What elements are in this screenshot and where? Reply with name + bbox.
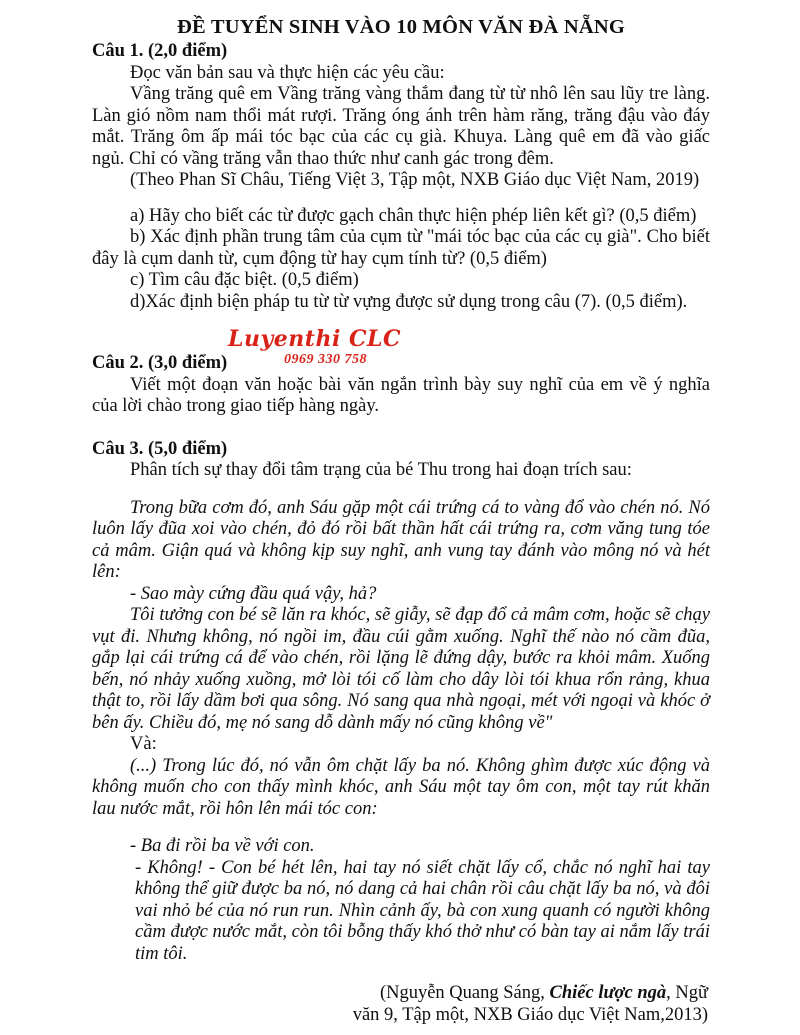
excerpt-citation (92, 983, 710, 1026)
citation-suffix: , Ngữ (666, 983, 708, 1003)
question1-item-d: d)Xác định biện pháp tu từ từ vựng được sử dụng trong câu (7). (0,5 điểm). (130, 291, 688, 312)
document-title: ĐỀ TUYỂN SINH VÀO 10 MÔN VĂN ĐÀ NẴNG (177, 16, 625, 38)
question1-item-a: a) Hãy cho biết các từ được gạch chân thực hiện phép liên kết gì? (0,5 điểm) (130, 205, 697, 226)
excerpt-connector: Và: (130, 734, 157, 754)
spacer (92, 313, 710, 353)
spacer (92, 192, 710, 206)
watermark-phone-number: 0969 330 758 (284, 352, 367, 367)
question1-passage: Vầng trăng quê em Vầng trăng vàng thắm đang từ từ nhô lên sau lũy tre làng. Làn gió nồm nam thổi mát rượi. Trăng óng ánh trên hàm răng, trăng đậu vào đáy mắt. Trăng ôm ấp mái tóc bạc của các cụ già. Khuya. Làng quê em đã vào giấc ngủ. Chỉ có vầng trăng vẫn thao thức như canh gác trong đêm. (92, 84, 710, 169)
question1-heading: Câu 1. (2,0 điểm) (92, 41, 228, 61)
citation-line-2: văn 9, Tập một, NXB Giáo dục Việt Nam,2013) (352, 1004, 708, 1025)
question1-source: (Theo Phan Sĩ Châu, Tiếng Việt 3, Tập một, NXB Giáo dục Việt Nam, 2019) (130, 170, 700, 190)
excerpt1-paragraph-1: Trong bữa cơm đó, anh Sáu gặp một cái trứng cá to vàng đổ vào chén nó. Nó luôn lấy đũa xoi vào chén, đỏ đó rồi bất thần hất cái trứng ra, cơm văng tung tóe cả mâm. Giận quá và không kịp suy nghĩ, anh vung tay đánh vào mông nó và hét lên: (92, 497, 710, 582)
citation-line-1 (92, 983, 708, 1005)
spacer (92, 418, 710, 439)
question1-item-b: b) Xác định phần trung tâm của cụm từ "mái tóc bạc của các cụ già". Cho biết đây là cụm danh từ, cụm động từ hay cụm tính từ? (0,5 điểm) (92, 227, 710, 269)
question3-intro: Phân tích sự thay đổi tâm trạng của bé Thu trong hai đoạn trích sau: (130, 460, 632, 480)
question3-heading: Câu 3. (5,0 điểm) (92, 438, 228, 459)
excerpt2-dialogue-1: - Ba đi rồi ba về với con. (130, 836, 315, 856)
excerpt1-paragraph-3: Tôi tưởng con bé sẽ lăn ra khóc, sẽ giẫy, sẽ đạp đổ cả mâm cơm, hoặc sẽ chạy vụt đi. Nhưng không, nó ngồi im, đầu cúi gằm xuống. Nghĩ thế nào nó cầm đũa, gắp lại cái trứng cá để vào chén, rồi lặng lẽ đứng dậy, bước ra khỏi mâm. Xuống bến, nó nhảy xuống xuồng, mở lòi tói cố làm cho dây lòi tói khua rổn rảng, khua thật to, rồi lấy dầm bơi qua sông. Nó sang qua nhà ngoại, mét với ngoại và khóc ở bên ấy. Chiều đó, mẹ nó sang dỗ dành mấy nó cũng không về" (92, 605, 710, 733)
excerpt1-dialogue: - Sao mày cứng đầu quá vậy, hả? (130, 583, 377, 604)
question1-intro: Đọc văn bản sau và thực hiện các yêu cầu: (130, 62, 445, 83)
watermark-brand-text: Luyenthi CLC (228, 326, 401, 352)
question2-heading: Câu 2. (3,0 điểm) (92, 353, 228, 373)
spacer (92, 820, 710, 836)
question1-item-c: c) Tìm câu đặc biệt. (0,5 điểm) (130, 270, 359, 290)
spacer (92, 965, 710, 983)
excerpt2-paragraph: (...) Trong lúc đó, nó vẫn ôm chặt lấy ba nó. Không ghìm được xúc động và không muốn cho con thấy mình khóc, anh Sáu một tay ôm con, một tay rút khăn lau nước mắt, rồi hôn lên mái tóc con: (92, 755, 710, 819)
question2-body: Viết một đoạn văn hoặc bài văn ngắn trình bày suy nghĩ của em về ý nghĩa của lời chào trong giao tiếp hàng ngày. (92, 374, 710, 416)
excerpt2-dialogue-2: - Không! - Con bé hét lên, hai tay nó siết chặt lấy cổ, chắc nó nghĩ hai tay không thể giữ được ba nó, nó dang cả hai chân rồi câu chặt lấy ba nó, và đôi vai nhỏ bé của nó run run. Nhìn cảnh ấy, bà con xung quanh có người không cầm được nước mắt, còn tôi bỗng thấy khó thở như có bàn tay ai nắm lấy trái tim tôi. (135, 857, 710, 964)
citation-prefix: (Nguyễn Quang Sáng, (379, 983, 550, 1003)
spacer (92, 482, 710, 498)
citation-book-title: Chiếc lược ngà (549, 983, 667, 1003)
